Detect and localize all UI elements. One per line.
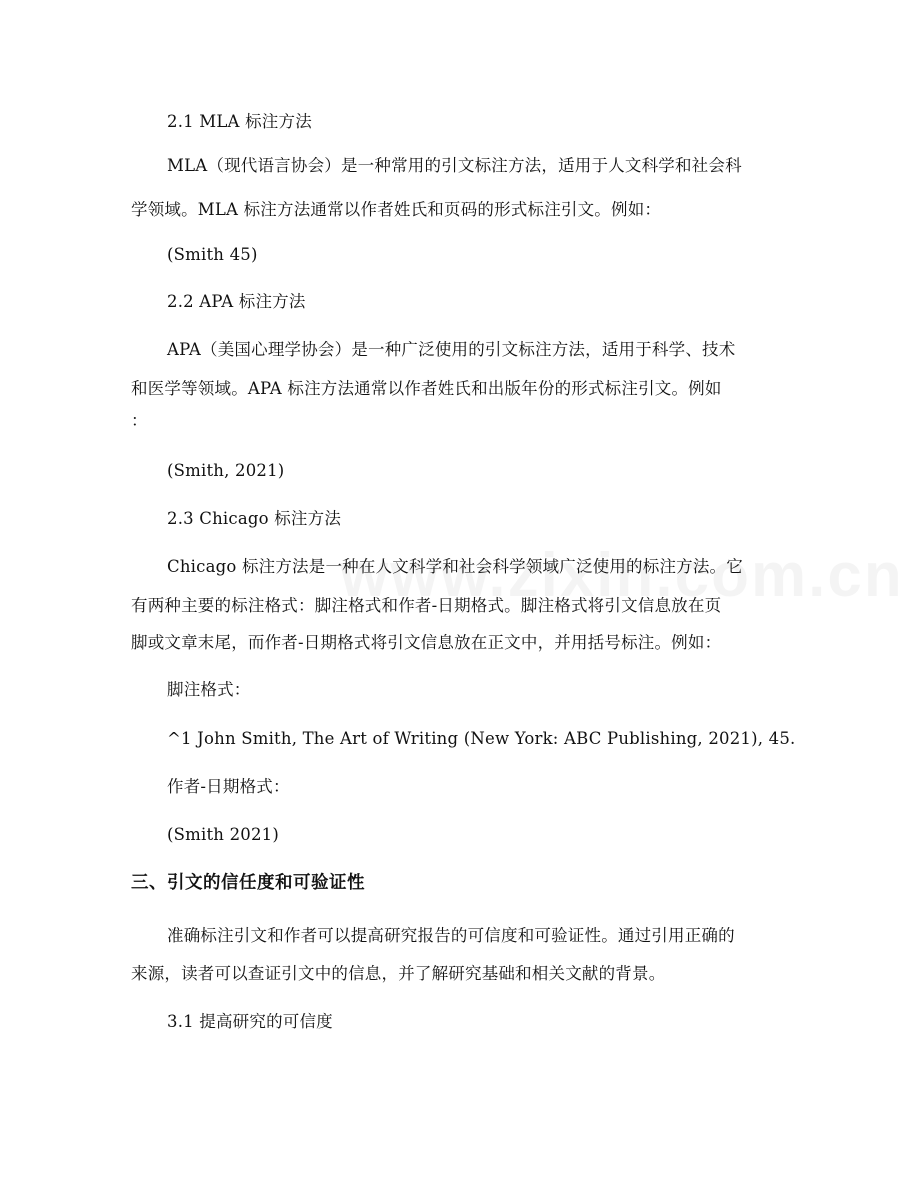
section-2-2-paragraph-line-3: ： [131, 411, 148, 430]
section-2-1-example: (Smith 45) [167, 245, 258, 264]
section-2-2-heading: 2.2 APA 标注方法 [167, 292, 306, 311]
footnote-format-label: 脚注格式： [167, 680, 251, 699]
section-2-3-paragraph-line-1: Chicago 标注方法是一种在人文科学和社会科学领域广泛使用的标注方法。它 [167, 557, 743, 576]
section-2-2-paragraph-line-2: 和医学等领域。APA 标注方法通常以作者姓氏和出版年份的形式标注引文。例如 [131, 379, 722, 398]
section-2-2-example: (Smith, 2021) [167, 461, 285, 480]
section-2-3-paragraph-line-2: 有两种主要的标注格式：脚注格式和作者-日期格式。脚注格式将引文信息放在页 [131, 596, 722, 615]
section-3-paragraph-line-2: 来源，读者可以查证引文中的信息，并了解研究基础和相关文献的背景。 [131, 964, 666, 983]
section-3-1-heading: 3.1 提高研究的可信度 [167, 1012, 333, 1031]
section-2-3-heading: 2.3 Chicago 标注方法 [167, 509, 342, 528]
section-2-1-heading: 2.1 MLA 标注方法 [167, 112, 312, 131]
section-2-3-paragraph-line-3: 脚或文章末尾，而作者-日期格式将引文信息放在正文中，并用括号标注。例如： [131, 633, 722, 652]
section-3-heading: 三、引文的信任度和可验证性 [131, 873, 365, 893]
author-date-format-label: 作者-日期格式： [167, 777, 290, 796]
section-2-1-paragraph-line-2: 学领域。MLA 标注方法通常以作者姓氏和页码的形式标注引文。例如： [131, 200, 662, 219]
footnote-example: ^1 John Smith, The Art of Writing (New York: ABC Publishing, 2021), 45. [167, 729, 796, 748]
author-date-example: (Smith 2021) [167, 825, 279, 844]
section-3-paragraph-line-1: 准确标注引文和作者可以提高研究报告的可信度和可验证性。通过引用正确的 [167, 926, 735, 945]
section-2-1-paragraph-line-1: MLA（现代语言协会）是一种常用的引文标注方法，适用于人文科学和社会科 [167, 156, 742, 175]
section-2-2-paragraph-line-1: APA（美国心理学协会）是一种广泛使用的引文标注方法，适用于科学、技术 [167, 340, 736, 359]
